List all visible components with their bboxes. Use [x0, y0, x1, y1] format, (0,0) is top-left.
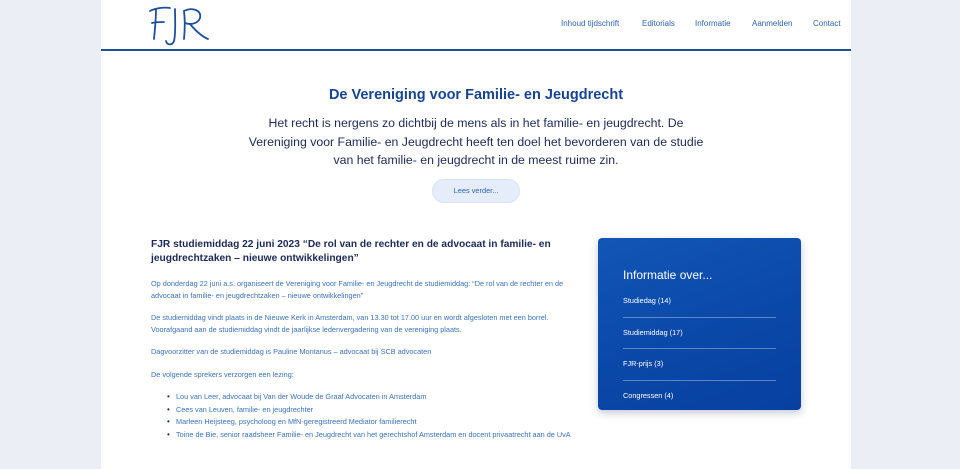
fjr-logo[interactable]	[148, 3, 214, 47]
article-paragraph: Dagvoorzitter van de studiemiddag is Pauline Montanus – advocaat bij SCB advocaten	[151, 347, 432, 356]
site-header	[101, 0, 851, 51]
speaker-item: • Marleen Heijsteeg, psycholoog en MfN-geregistreerd Mediator familierecht	[167, 416, 583, 429]
speaker-item: • Cees van Leuven, familie- en jeugdrechter	[167, 404, 583, 417]
page	[101, 0, 851, 469]
sidebar-item-fjr-prijs[interactable]: FJR-prijs (3)	[623, 357, 776, 381]
nav-aanmelden[interactable]: Aanmelden	[752, 19, 793, 28]
fjr-logo-mark	[148, 3, 214, 47]
read-more-button[interactable]: Lees verder...	[432, 179, 520, 203]
nav-editorials[interactable]: Editorials	[642, 19, 675, 28]
hero-title: De Vereniging voor Familie- en Jeugdrecht	[328, 87, 624, 103]
nav-inhoud-tijdschrift[interactable]: Inhoud tijdschrift	[561, 19, 620, 28]
sidebar-item-congressen[interactable]: Congressen (4)	[623, 390, 674, 400]
article-paragraph: De studiemiddag vindt plaats in de Nieuwe Kerk in Amsterdam, van 13.30 tot 17.00 uur en wordt afgesloten met een borrel. Voorafgaand aan de studiemiddag vindt de jaarlijkse ledenvergadering van de vereniging plaats.	[151, 313, 549, 334]
speaker-item: • Lou van Leer, advocaat bij Van der Woude de Graaf Advocaten in Amsterdam	[167, 391, 583, 404]
info-sidebar	[598, 238, 801, 410]
article-title[interactable]: FJR studiemiddag 22 juni 2023 “De rol van de rechter en de advocaat in familie- en jeugdrechtzaken – nieuwe ontwikkelingen”	[151, 239, 551, 264]
sidebar-item-studiedag[interactable]: Studiedag (14)	[623, 294, 776, 318]
main-nav	[451, 19, 851, 33]
sidebar-item-studiemiddag[interactable]: Studiemiddag (17)	[623, 326, 776, 350]
speaker-item: • Toine de Bie, senior raadsheer Familie- en Jeugdrecht van het gerechtshof Amsterdam en docent privaatrecht aan de UvA	[167, 429, 583, 442]
nav-informatie[interactable]: Informatie	[695, 19, 731, 28]
nav-contact[interactable]: Contact	[813, 19, 841, 28]
article-paragraph: De volgende sprekers verzorgen een lezing:	[151, 369, 294, 379]
hero-text: Het recht is nergens zo dichtbij de mens als in het familie- en jeugdrecht. De Vereniging voor Familie- en Jeugdrecht heeft ten doel het bevorderen van de studie van het familie- en jeugdrecht in de meest ruime zin.	[248, 116, 704, 168]
speaker-list	[167, 391, 583, 441]
sidebar-title: Informatie over...	[623, 268, 713, 282]
article-paragraph: Op donderdag 22 juni a.s. organiseert de Vereniging voor Familie- en Jeugdrecht de studiemiddag: “De rol van de rechter en de advocaat in familie- en jeugdrechtzaken – nieuwe ontwikkelingen”	[151, 279, 564, 300]
article	[151, 238, 583, 441]
